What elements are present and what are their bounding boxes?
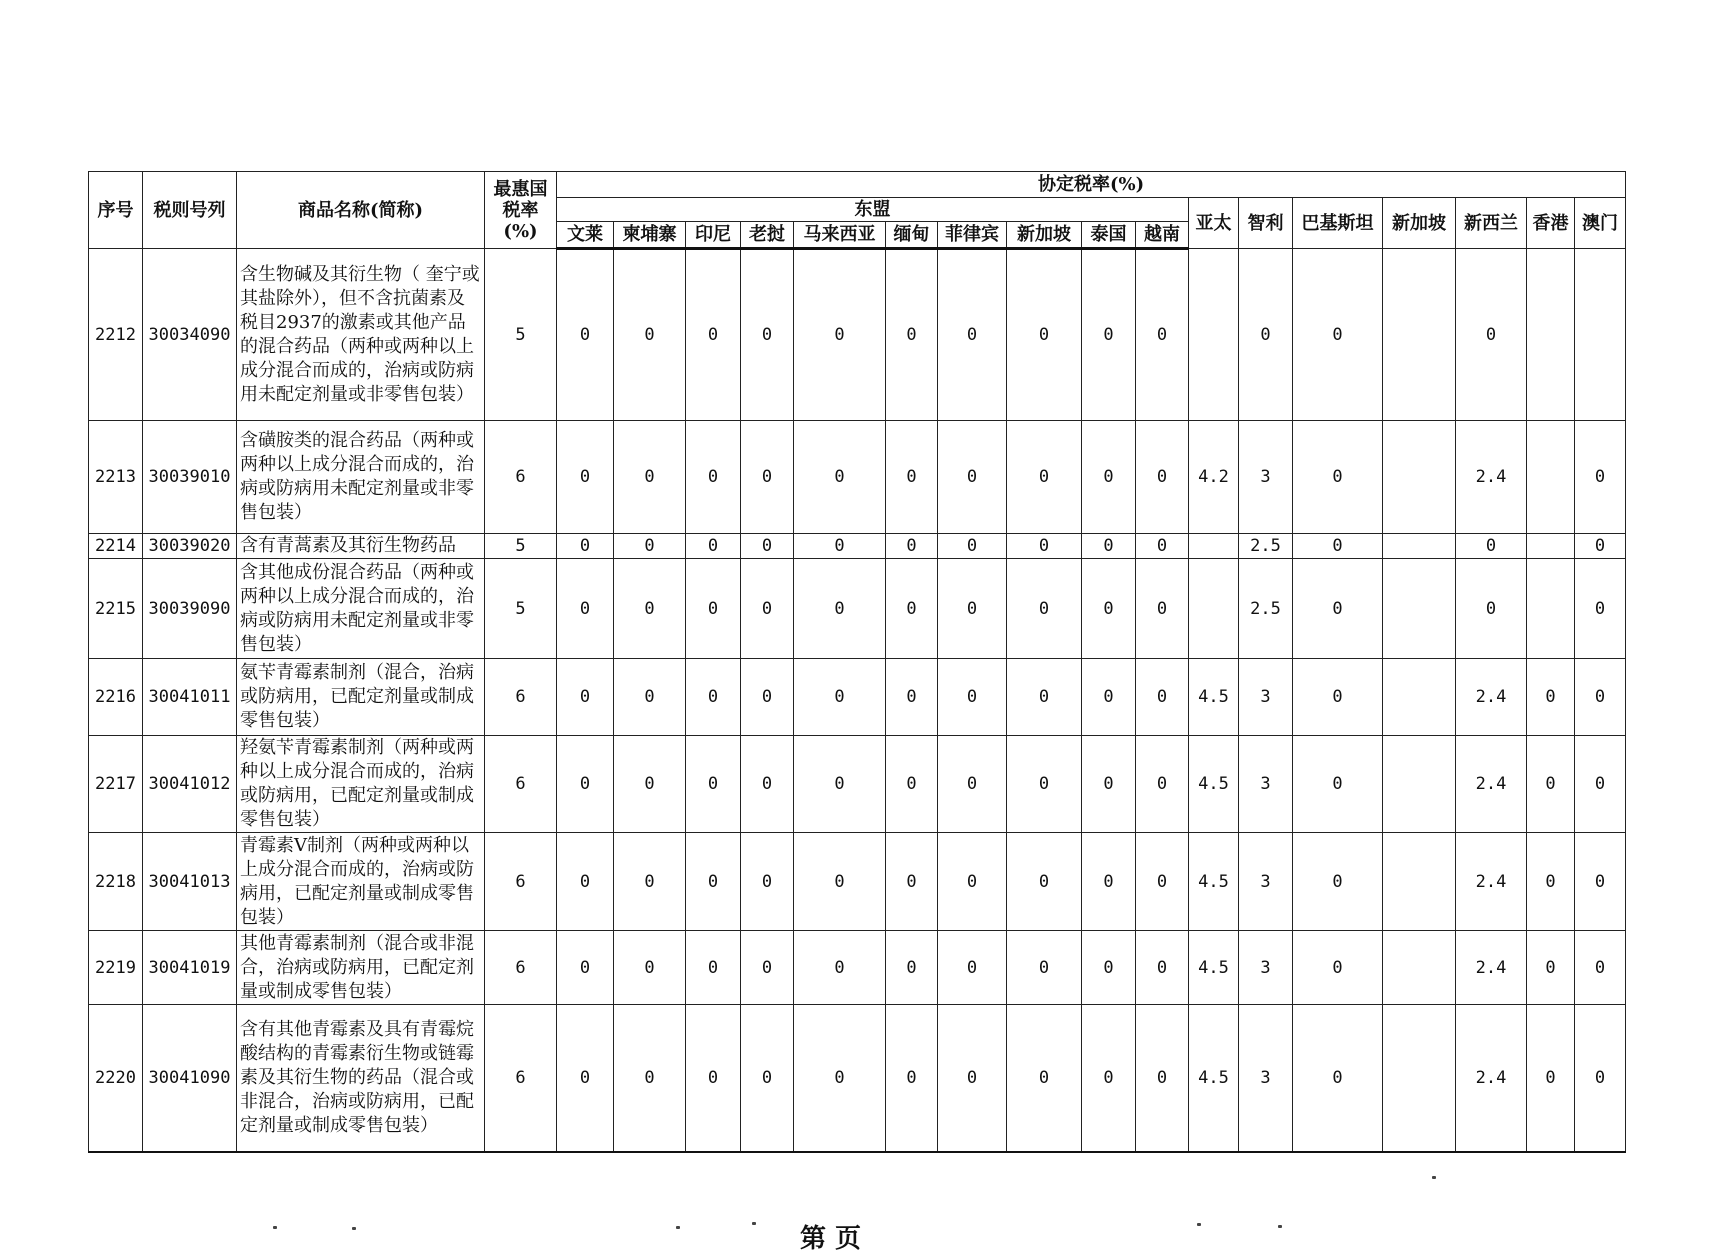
table-row <box>89 931 1626 1005</box>
cell-code: 30041090 <box>143 1005 237 1152</box>
cell-other-rate: 0 <box>1527 736 1575 833</box>
cell-other-rate: 0 <box>1575 659 1626 736</box>
scan-speck <box>1278 1225 1282 1228</box>
cell-asean-rate: 0 <box>938 534 1007 559</box>
cell-seq: 2212 <box>89 249 143 421</box>
cell-name: 含磺胺类的混合药品（两种或两种以上成分混合而成的，治病或防病用未配定剂量或非零售包装） <box>237 421 485 534</box>
cell-asean-rate: 0 <box>886 736 938 833</box>
cell-asean-rate: 0 <box>741 833 794 931</box>
cell-asean-rate: 0 <box>938 931 1007 1005</box>
cell-asean-rate: 0 <box>557 659 614 736</box>
cell-asean-rate: 0 <box>886 534 938 559</box>
cell-asean-rate: 0 <box>686 421 741 534</box>
cell-other-rate <box>1189 534 1239 559</box>
cell-other-rate: 3 <box>1239 1005 1293 1152</box>
cell-code: 30041019 <box>143 931 237 1005</box>
cell-asean-rate: 0 <box>1007 736 1082 833</box>
cell-other-rate <box>1383 534 1456 559</box>
cell-other-rate <box>1383 736 1456 833</box>
header-agreement: 协定税率(%) <box>557 172 1626 198</box>
cell-other-rate: 2.5 <box>1239 534 1293 559</box>
cell-asean-rate: 0 <box>886 931 938 1005</box>
cell-other-rate: 0 <box>1527 659 1575 736</box>
cell-seq: 2214 <box>89 534 143 559</box>
cell-other-rate: 4.5 <box>1189 736 1239 833</box>
cell-asean-rate: 0 <box>741 534 794 559</box>
cell-asean-rate: 0 <box>886 559 938 659</box>
cell-other-rate: 2.4 <box>1456 931 1527 1005</box>
cell-asean-rate: 0 <box>686 534 741 559</box>
cell-asean-rate: 0 <box>938 833 1007 931</box>
cell-other-rate: 4.5 <box>1189 659 1239 736</box>
header-name: 商品名称(简称) <box>237 172 485 249</box>
cell-mfn: 6 <box>485 833 557 931</box>
cell-asean-rate: 0 <box>794 249 886 421</box>
table-row <box>89 1005 1626 1152</box>
cell-other-rate: 0 <box>1527 833 1575 931</box>
cell-other-rate: 4.5 <box>1189 833 1239 931</box>
cell-seq: 2213 <box>89 421 143 534</box>
cell-code: 30041013 <box>143 833 237 931</box>
cell-asean-rate: 0 <box>614 659 686 736</box>
header-code: 税则号列 <box>143 172 237 249</box>
header-asean-member: 印尼 <box>686 222 741 249</box>
scan-speck <box>1197 1223 1201 1226</box>
table-row <box>89 736 1626 833</box>
cell-asean-rate: 0 <box>614 1005 686 1152</box>
cell-asean-rate: 0 <box>1136 833 1189 931</box>
cell-other-rate: 2.4 <box>1456 1005 1527 1152</box>
cell-asean-rate: 0 <box>741 1005 794 1152</box>
cell-asean-rate: 0 <box>741 249 794 421</box>
cell-asean-rate: 0 <box>1082 931 1136 1005</box>
cell-asean-rate: 0 <box>1082 736 1136 833</box>
cell-name: 氨苄青霉素制剂（混合，治病或防病用，已配定剂量或制成零售包装） <box>237 659 485 736</box>
cell-asean-rate: 0 <box>1082 559 1136 659</box>
cell-asean-rate: 0 <box>557 534 614 559</box>
cell-asean-rate: 0 <box>1136 534 1189 559</box>
header-mfn: 最惠国税率(%) <box>485 172 557 249</box>
cell-asean-rate: 0 <box>938 559 1007 659</box>
table-body <box>89 249 1626 1152</box>
table-row <box>89 421 1626 534</box>
cell-asean-rate: 0 <box>557 421 614 534</box>
cell-asean-rate: 0 <box>557 736 614 833</box>
cell-asean-rate: 0 <box>1007 534 1082 559</box>
cell-code: 30039020 <box>143 534 237 559</box>
cell-asean-rate: 0 <box>794 1005 886 1152</box>
cell-other-rate <box>1383 833 1456 931</box>
cell-name: 含生物碱及其衍生物（ 奎宁或其盐除外），但不含抗菌素及税目2937的激素或其他产品的混合药品（两种或两种以上成分混合而成的，治病或防病用未配定剂量或非零售包装） <box>237 249 485 421</box>
cell-asean-rate: 0 <box>741 659 794 736</box>
cell-mfn: 5 <box>485 249 557 421</box>
cell-other-rate: 3 <box>1239 659 1293 736</box>
header-other: 澳门 <box>1575 198 1626 249</box>
cell-asean-rate: 0 <box>794 534 886 559</box>
cell-asean-rate: 0 <box>686 736 741 833</box>
cell-asean-rate: 0 <box>686 559 741 659</box>
cell-other-rate: 4.2 <box>1189 421 1239 534</box>
cell-other-rate: 3 <box>1239 931 1293 1005</box>
cell-asean-rate: 0 <box>614 736 686 833</box>
cell-asean-rate: 0 <box>1136 1005 1189 1152</box>
cell-asean-rate: 0 <box>1082 659 1136 736</box>
cell-asean-rate: 0 <box>1136 559 1189 659</box>
header-asean-member: 老挝 <box>741 222 794 249</box>
cell-other-rate: 2.4 <box>1456 421 1527 534</box>
cell-asean-rate: 0 <box>557 1005 614 1152</box>
cell-other-rate: 0 <box>1575 833 1626 931</box>
cell-other-rate <box>1527 249 1575 421</box>
cell-asean-rate: 0 <box>938 249 1007 421</box>
cell-other-rate: 0 <box>1456 559 1527 659</box>
cell-other-rate: 0 <box>1293 559 1383 659</box>
cell-asean-rate: 0 <box>741 421 794 534</box>
cell-code: 30034090 <box>143 249 237 421</box>
cell-other-rate: 2.4 <box>1456 833 1527 931</box>
cell-asean-rate: 0 <box>614 559 686 659</box>
cell-name: 其他青霉素制剂（混合或非混合，治病或防病用，已配定剂量或制成零售包装） <box>237 931 485 1005</box>
cell-asean-rate: 0 <box>886 249 938 421</box>
cell-code: 30041012 <box>143 736 237 833</box>
cell-seq: 2215 <box>89 559 143 659</box>
cell-asean-rate: 0 <box>886 833 938 931</box>
cell-other-rate: 3 <box>1239 833 1293 931</box>
cell-asean-rate: 0 <box>1007 1005 1082 1152</box>
cell-other-rate: 0 <box>1575 736 1626 833</box>
cell-mfn: 6 <box>485 736 557 833</box>
cell-code: 30039010 <box>143 421 237 534</box>
cell-other-rate <box>1383 1005 1456 1152</box>
cell-other-rate: 0 <box>1575 534 1626 559</box>
cell-asean-rate: 0 <box>1136 736 1189 833</box>
cell-other-rate: 0 <box>1293 833 1383 931</box>
header-asean-member: 缅甸 <box>886 222 938 249</box>
cell-asean-rate: 0 <box>1136 421 1189 534</box>
cell-other-rate: 0 <box>1293 736 1383 833</box>
header-other: 巴基斯坦 <box>1293 198 1383 249</box>
cell-other-rate <box>1383 421 1456 534</box>
cell-asean-rate: 0 <box>794 833 886 931</box>
cell-asean-rate: 0 <box>1136 931 1189 1005</box>
cell-other-rate <box>1189 249 1239 421</box>
cell-other-rate: 0 <box>1456 534 1527 559</box>
cell-other-rate: 0 <box>1575 559 1626 659</box>
header-other: 智利 <box>1239 198 1293 249</box>
cell-name: 青霉素V制剂（两种或两种以上成分混合而成的，治病或防病用，已配定剂量或制成零售包装） <box>237 833 485 931</box>
header-asean-member: 菲律宾 <box>938 222 1007 249</box>
cell-asean-rate: 0 <box>938 421 1007 534</box>
cell-other-rate <box>1189 559 1239 659</box>
cell-asean-rate: 0 <box>614 833 686 931</box>
cell-code: 30039090 <box>143 559 237 659</box>
cell-other-rate: 0 <box>1575 931 1626 1005</box>
cell-asean-rate: 0 <box>886 659 938 736</box>
cell-mfn: 6 <box>485 1005 557 1152</box>
table-row <box>89 534 1626 559</box>
cell-seq: 2217 <box>89 736 143 833</box>
cell-other-rate <box>1383 659 1456 736</box>
cell-asean-rate: 0 <box>741 736 794 833</box>
table-row <box>89 249 1626 421</box>
cell-other-rate: 0 <box>1575 1005 1626 1152</box>
cell-asean-rate: 0 <box>794 559 886 659</box>
cell-asean-rate: 0 <box>794 659 886 736</box>
cell-asean-rate: 0 <box>1007 249 1082 421</box>
header-asean-member: 文莱 <box>557 222 614 249</box>
cell-name: 含其他成份混合药品（两种或两种以上成分混合而成的，治病或防病用未配定剂量或非零售包装） <box>237 559 485 659</box>
cell-other-rate: 0 <box>1527 1005 1575 1152</box>
header-asean-member: 马来西亚 <box>794 222 886 249</box>
scan-speck <box>752 1222 756 1225</box>
cell-asean-rate: 0 <box>886 1005 938 1152</box>
cell-asean-rate: 0 <box>794 736 886 833</box>
header-asean: 东盟 <box>557 198 1189 222</box>
cell-seq: 2220 <box>89 1005 143 1152</box>
cell-mfn: 6 <box>485 421 557 534</box>
cell-name: 含有青蒿素及其衍生物药品 <box>237 534 485 559</box>
table-row <box>89 833 1626 931</box>
header-other: 新西兰 <box>1456 198 1527 249</box>
cell-name: 羟氨苄青霉素制剂（两种或两种以上成分混合而成的，治病或防病用，已配定剂量或制成零售包装） <box>237 736 485 833</box>
cell-asean-rate: 0 <box>686 833 741 931</box>
cell-other-rate <box>1575 249 1626 421</box>
header-seq: 序号 <box>89 172 143 249</box>
cell-asean-rate: 0 <box>686 931 741 1005</box>
cell-asean-rate: 0 <box>1136 659 1189 736</box>
cell-seq: 2216 <box>89 659 143 736</box>
cell-other-rate <box>1383 931 1456 1005</box>
cell-other-rate <box>1527 421 1575 534</box>
scan-speck <box>352 1227 356 1230</box>
cell-asean-rate: 0 <box>1007 931 1082 1005</box>
cell-other-rate <box>1383 559 1456 659</box>
cell-asean-rate: 0 <box>794 931 886 1005</box>
scan-speck <box>1432 1176 1436 1179</box>
cell-asean-rate: 0 <box>794 421 886 534</box>
header-asean-member: 泰国 <box>1082 222 1136 249</box>
header-asean-member: 越南 <box>1136 222 1189 249</box>
cell-other-rate <box>1527 559 1575 659</box>
header-other: 香港 <box>1527 198 1575 249</box>
cell-asean-rate: 0 <box>741 559 794 659</box>
cell-other-rate: 0 <box>1575 421 1626 534</box>
cell-asean-rate: 0 <box>886 421 938 534</box>
cell-other-rate: 4.5 <box>1189 1005 1239 1152</box>
cell-other-rate: 3 <box>1239 421 1293 534</box>
cell-asean-rate: 0 <box>938 659 1007 736</box>
cell-asean-rate: 0 <box>741 931 794 1005</box>
page-footer: 第 页 <box>800 1224 862 1254</box>
header-other: 亚太 <box>1189 198 1239 249</box>
cell-mfn: 6 <box>485 931 557 1005</box>
cell-asean-rate: 0 <box>686 249 741 421</box>
cell-other-rate <box>1527 534 1575 559</box>
header-asean-member: 柬埔寨 <box>614 222 686 249</box>
cell-asean-rate: 0 <box>1082 833 1136 931</box>
tariff-table <box>88 171 1626 1153</box>
cell-asean-rate: 0 <box>614 534 686 559</box>
cell-name: 含有其他青霉素及具有青霉烷酸结构的青霉素衍生物或链霉素及其衍生物的药品（混合或非混合，治病或防病用，已配定剂量或制成零售包装） <box>237 1005 485 1152</box>
cell-asean-rate: 0 <box>938 736 1007 833</box>
table-row <box>89 659 1626 736</box>
cell-other-rate: 4.5 <box>1189 931 1239 1005</box>
cell-other-rate: 0 <box>1293 534 1383 559</box>
cell-asean-rate: 0 <box>686 659 741 736</box>
cell-asean-rate: 0 <box>1007 559 1082 659</box>
table-row <box>89 559 1626 659</box>
cell-asean-rate: 0 <box>686 1005 741 1152</box>
cell-asean-rate: 0 <box>1136 249 1189 421</box>
header-asean-member: 新加坡 <box>1007 222 1082 249</box>
cell-seq: 2218 <box>89 833 143 931</box>
cell-asean-rate: 0 <box>1082 1005 1136 1152</box>
cell-other-rate: 0 <box>1293 421 1383 534</box>
cell-other-rate: 2.4 <box>1456 659 1527 736</box>
cell-asean-rate: 0 <box>1007 659 1082 736</box>
cell-asean-rate: 0 <box>557 559 614 659</box>
cell-asean-rate: 0 <box>1082 421 1136 534</box>
cell-asean-rate: 0 <box>938 1005 1007 1152</box>
header-other: 新加坡 <box>1383 198 1456 249</box>
cell-mfn: 5 <box>485 559 557 659</box>
cell-mfn: 6 <box>485 659 557 736</box>
cell-asean-rate: 0 <box>614 249 686 421</box>
cell-asean-rate: 0 <box>557 931 614 1005</box>
cell-other-rate: 0 <box>1293 249 1383 421</box>
scan-speck <box>676 1226 680 1229</box>
cell-code: 30041011 <box>143 659 237 736</box>
cell-other-rate: 0 <box>1239 249 1293 421</box>
cell-asean-rate: 0 <box>1007 833 1082 931</box>
cell-asean-rate: 0 <box>614 421 686 534</box>
cell-asean-rate: 0 <box>1082 534 1136 559</box>
cell-other-rate: 0 <box>1293 1005 1383 1152</box>
scan-speck <box>273 1226 277 1229</box>
cell-asean-rate: 0 <box>557 249 614 421</box>
cell-other-rate: 0 <box>1527 931 1575 1005</box>
cell-other-rate <box>1383 249 1456 421</box>
cell-other-rate: 0 <box>1293 659 1383 736</box>
cell-asean-rate: 0 <box>1082 249 1136 421</box>
cell-asean-rate: 0 <box>614 931 686 1005</box>
cell-other-rate: 2.5 <box>1239 559 1293 659</box>
cell-seq: 2219 <box>89 931 143 1005</box>
cell-asean-rate: 0 <box>1007 421 1082 534</box>
cell-asean-rate: 0 <box>557 833 614 931</box>
cell-other-rate: 0 <box>1456 249 1527 421</box>
cell-other-rate: 3 <box>1239 736 1293 833</box>
cell-other-rate: 0 <box>1293 931 1383 1005</box>
cell-mfn: 5 <box>485 534 557 559</box>
cell-other-rate: 2.4 <box>1456 736 1527 833</box>
